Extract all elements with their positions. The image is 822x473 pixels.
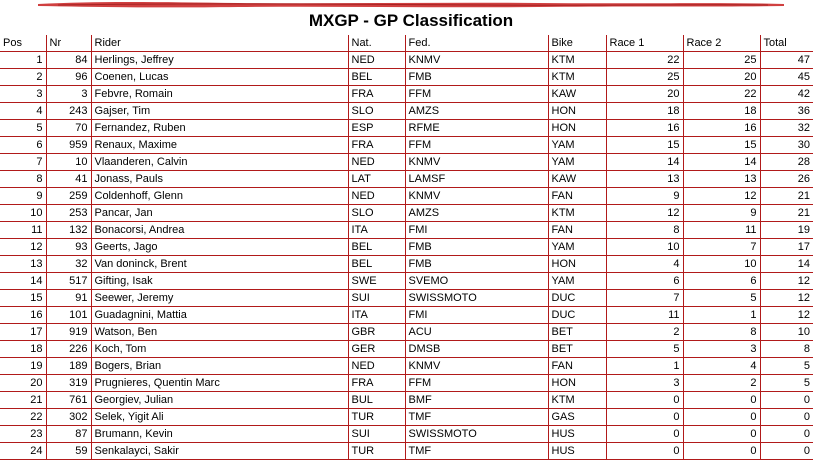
cell-total: 45 xyxy=(760,69,813,86)
cell-race1: 25 xyxy=(606,69,683,86)
cell-race1: 10 xyxy=(606,239,683,256)
cell-rider: Renaux, Maxime xyxy=(91,137,348,154)
table-row xyxy=(0,69,813,86)
cell-nat: TUR xyxy=(348,409,405,426)
cell-total: 19 xyxy=(760,222,813,239)
cell-race2: 11 xyxy=(683,222,760,239)
cell-fed: DMSB xyxy=(405,341,548,358)
cell-total: 5 xyxy=(760,375,813,392)
cell-pos: 4 xyxy=(0,103,46,120)
cell-nr: 93 xyxy=(46,239,91,256)
cell-bike: BET xyxy=(548,341,606,358)
table-row xyxy=(0,222,813,239)
cell-rider: Geerts, Jago xyxy=(91,239,348,256)
cell-nat: ITA xyxy=(348,307,405,324)
cell-pos: 14 xyxy=(0,273,46,290)
table-row xyxy=(0,188,813,205)
table-row xyxy=(0,341,813,358)
cell-fed: TMF xyxy=(405,409,548,426)
cell-nr: 101 xyxy=(46,307,91,324)
cell-pos: 12 xyxy=(0,239,46,256)
cell-nr: 84 xyxy=(46,52,91,69)
cell-fed: KNMV xyxy=(405,358,548,375)
table-row xyxy=(0,375,813,392)
table-body xyxy=(0,52,813,460)
cell-race2: 2 xyxy=(683,375,760,392)
cell-rider: Coldenhoff, Glenn xyxy=(91,188,348,205)
cell-fed: KNMV xyxy=(405,52,548,69)
cell-race1: 6 xyxy=(606,273,683,290)
table-row xyxy=(0,137,813,154)
cell-nr: 3 xyxy=(46,86,91,103)
cell-fed: LAMSF xyxy=(405,171,548,188)
table-row xyxy=(0,120,813,137)
cell-race2: 0 xyxy=(683,426,760,443)
table-row xyxy=(0,239,813,256)
cell-total: 28 xyxy=(760,154,813,171)
cell-nr: 259 xyxy=(46,188,91,205)
cell-total: 36 xyxy=(760,103,813,120)
cell-fed: FMI xyxy=(405,307,548,324)
cell-rider: Jonass, Pauls xyxy=(91,171,348,188)
cell-nr: 226 xyxy=(46,341,91,358)
cell-bike: KAW xyxy=(548,86,606,103)
cell-nr: 302 xyxy=(46,409,91,426)
cell-nat: BEL xyxy=(348,256,405,273)
cell-nat: FRA xyxy=(348,86,405,103)
cell-nat: BEL xyxy=(348,239,405,256)
cell-pos: 7 xyxy=(0,154,46,171)
cell-bike: KAW xyxy=(548,171,606,188)
cell-total: 0 xyxy=(760,409,813,426)
cell-bike: YAM xyxy=(548,273,606,290)
cell-total: 21 xyxy=(760,205,813,222)
table-row xyxy=(0,290,813,307)
cell-bike: HON xyxy=(548,375,606,392)
cell-nr: 517 xyxy=(46,273,91,290)
table-row xyxy=(0,307,813,324)
table-row xyxy=(0,52,813,69)
cell-total: 12 xyxy=(760,273,813,290)
cell-nat: SUI xyxy=(348,426,405,443)
cell-total: 12 xyxy=(760,290,813,307)
cell-pos: 18 xyxy=(0,341,46,358)
cell-rider: Seewer, Jeremy xyxy=(91,290,348,307)
cell-rider: Senkalayci, Sakir xyxy=(91,443,348,460)
cell-race1: 9 xyxy=(606,188,683,205)
cell-rider: Prugnieres, Quentin Marc xyxy=(91,375,348,392)
cell-rider: Fernandez, Ruben xyxy=(91,120,348,137)
cell-race1: 0 xyxy=(606,443,683,460)
cell-bike: DUC xyxy=(548,290,606,307)
cell-total: 21 xyxy=(760,188,813,205)
column-header-total: Total xyxy=(760,35,813,52)
table-row xyxy=(0,154,813,171)
cell-race1: 12 xyxy=(606,205,683,222)
cell-race1: 7 xyxy=(606,290,683,307)
cell-rider: Vlaanderen, Calvin xyxy=(91,154,348,171)
cell-total: 26 xyxy=(760,171,813,188)
cell-pos: 8 xyxy=(0,171,46,188)
cell-race2: 0 xyxy=(683,409,760,426)
cell-total: 0 xyxy=(760,392,813,409)
cell-nr: 959 xyxy=(46,137,91,154)
cell-rider: Georgiev, Julian xyxy=(91,392,348,409)
cell-rider: Herlings, Jeffrey xyxy=(91,52,348,69)
cell-nat: LAT xyxy=(348,171,405,188)
cell-fed: KNMV xyxy=(405,154,548,171)
cell-pos: 19 xyxy=(0,358,46,375)
cell-race1: 20 xyxy=(606,86,683,103)
cell-fed: AMZS xyxy=(405,103,548,120)
cell-total: 12 xyxy=(760,307,813,324)
cell-nat: SWE xyxy=(348,273,405,290)
cell-fed: FMI xyxy=(405,222,548,239)
cell-race1: 18 xyxy=(606,103,683,120)
cell-bike: KTM xyxy=(548,69,606,86)
cell-rider: Watson, Ben xyxy=(91,324,348,341)
table-row xyxy=(0,273,813,290)
cell-bike: FAN xyxy=(548,358,606,375)
cell-race1: 5 xyxy=(606,341,683,358)
cell-nr: 761 xyxy=(46,392,91,409)
cell-rider: Bonacorsi, Andrea xyxy=(91,222,348,239)
cell-race2: 5 xyxy=(683,290,760,307)
cell-pos: 9 xyxy=(0,188,46,205)
cell-bike: KTM xyxy=(548,52,606,69)
cell-race1: 1 xyxy=(606,358,683,375)
cell-race2: 0 xyxy=(683,392,760,409)
cell-fed: SWISSMOTO xyxy=(405,290,548,307)
cell-rider: Guadagnini, Mattia xyxy=(91,307,348,324)
cell-fed: TMF xyxy=(405,443,548,460)
cell-nat: FRA xyxy=(348,137,405,154)
cell-rider: Coenen, Lucas xyxy=(91,69,348,86)
cell-fed: FFM xyxy=(405,375,548,392)
column-header-rider: Rider xyxy=(91,35,348,52)
cell-race2: 22 xyxy=(683,86,760,103)
cell-rider: Van doninck, Brent xyxy=(91,256,348,273)
cell-rider: Gajser, Tim xyxy=(91,103,348,120)
cell-rider: Selek, Yigit Ali xyxy=(91,409,348,426)
cell-pos: 5 xyxy=(0,120,46,137)
cell-nr: 91 xyxy=(46,290,91,307)
cell-bike: FAN xyxy=(548,222,606,239)
cell-pos: 10 xyxy=(0,205,46,222)
cell-nr: 87 xyxy=(46,426,91,443)
cell-race1: 0 xyxy=(606,392,683,409)
cell-fed: RFME xyxy=(405,120,548,137)
cell-pos: 11 xyxy=(0,222,46,239)
cell-nr: 253 xyxy=(46,205,91,222)
cell-nr: 189 xyxy=(46,358,91,375)
cell-race2: 25 xyxy=(683,52,760,69)
cell-bike: DUC xyxy=(548,307,606,324)
cell-nr: 59 xyxy=(46,443,91,460)
cell-pos: 13 xyxy=(0,256,46,273)
table-row xyxy=(0,426,813,443)
cell-total: 10 xyxy=(760,324,813,341)
cell-nr: 96 xyxy=(46,69,91,86)
cell-nat: BUL xyxy=(348,392,405,409)
cell-nat: NED xyxy=(348,52,405,69)
cell-race1: 16 xyxy=(606,120,683,137)
cell-bike: FAN xyxy=(548,188,606,205)
page-title: MXGP - GP Classification xyxy=(308,11,514,30)
cell-rider: Koch, Tom xyxy=(91,341,348,358)
cell-nat: GER xyxy=(348,341,405,358)
cell-bike: YAM xyxy=(548,239,606,256)
table-row xyxy=(0,358,813,375)
classification-table xyxy=(0,35,813,460)
table-row xyxy=(0,409,813,426)
cell-nat: NED xyxy=(348,358,405,375)
table-row xyxy=(0,171,813,188)
cell-pos: 23 xyxy=(0,426,46,443)
cell-nat: GBR xyxy=(348,324,405,341)
cell-bike: KTM xyxy=(548,392,606,409)
cell-total: 42 xyxy=(760,86,813,103)
column-header-nat: Nat. xyxy=(348,35,405,52)
cell-race2: 10 xyxy=(683,256,760,273)
cell-bike: HON xyxy=(548,256,606,273)
cell-nr: 319 xyxy=(46,375,91,392)
cell-pos: 22 xyxy=(0,409,46,426)
cell-fed: FMB xyxy=(405,239,548,256)
cell-nat: TUR xyxy=(348,443,405,460)
cell-race2: 0 xyxy=(683,443,760,460)
cell-pos: 15 xyxy=(0,290,46,307)
cell-bike: YAM xyxy=(548,154,606,171)
cell-bike: HUS xyxy=(548,426,606,443)
cell-pos: 2 xyxy=(0,69,46,86)
cell-pos: 16 xyxy=(0,307,46,324)
column-header-nr: Nr xyxy=(46,35,91,52)
column-header-bike: Bike xyxy=(548,35,606,52)
cell-bike: HON xyxy=(548,103,606,120)
cell-bike: HUS xyxy=(548,443,606,460)
cell-nr: 132 xyxy=(46,222,91,239)
cell-nat: ITA xyxy=(348,222,405,239)
cell-nr: 919 xyxy=(46,324,91,341)
cell-race1: 22 xyxy=(606,52,683,69)
cell-pos: 6 xyxy=(0,137,46,154)
column-header-race2: Race 2 xyxy=(683,35,760,52)
cell-rider: Bogers, Brian xyxy=(91,358,348,375)
cell-total: 0 xyxy=(760,426,813,443)
cell-bike: GAS xyxy=(548,409,606,426)
cell-race2: 18 xyxy=(683,103,760,120)
cell-fed: SVEMO xyxy=(405,273,548,290)
cell-total: 8 xyxy=(760,341,813,358)
cell-race2: 13 xyxy=(683,171,760,188)
cell-race1: 0 xyxy=(606,409,683,426)
cell-pos: 21 xyxy=(0,392,46,409)
table-row xyxy=(0,324,813,341)
cell-pos: 3 xyxy=(0,86,46,103)
cell-race2: 12 xyxy=(683,188,760,205)
cell-fed: FFM xyxy=(405,137,548,154)
cell-race1: 15 xyxy=(606,137,683,154)
cell-race2: 9 xyxy=(683,205,760,222)
table-header-row xyxy=(0,35,813,52)
cell-fed: FMB xyxy=(405,69,548,86)
column-header-race1: Race 1 xyxy=(606,35,683,52)
cell-fed: FFM xyxy=(405,86,548,103)
cell-pos: 1 xyxy=(0,52,46,69)
cell-race1: 14 xyxy=(606,154,683,171)
cell-fed: BMF xyxy=(405,392,548,409)
cell-race2: 4 xyxy=(683,358,760,375)
cell-nat: NED xyxy=(348,154,405,171)
cell-total: 47 xyxy=(760,52,813,69)
cell-fed: FMB xyxy=(405,256,548,273)
cell-race2: 6 xyxy=(683,273,760,290)
cell-total: 32 xyxy=(760,120,813,137)
cell-total: 5 xyxy=(760,358,813,375)
cell-total: 30 xyxy=(760,137,813,154)
table-row xyxy=(0,86,813,103)
cell-rider: Gifting, Isak xyxy=(91,273,348,290)
cell-nr: 10 xyxy=(46,154,91,171)
table-row xyxy=(0,256,813,273)
cell-race1: 0 xyxy=(606,426,683,443)
cell-nat: ESP xyxy=(348,120,405,137)
table-row xyxy=(0,392,813,409)
cell-race2: 3 xyxy=(683,341,760,358)
cell-total: 17 xyxy=(760,239,813,256)
cell-rider: Febvre, Romain xyxy=(91,86,348,103)
cell-pos: 20 xyxy=(0,375,46,392)
cell-race2: 8 xyxy=(683,324,760,341)
cell-nr: 70 xyxy=(46,120,91,137)
cell-bike: KTM xyxy=(548,205,606,222)
cell-race1: 3 xyxy=(606,375,683,392)
cell-race2: 15 xyxy=(683,137,760,154)
cell-bike: BET xyxy=(548,324,606,341)
cell-nat: SLO xyxy=(348,205,405,222)
cell-race2: 14 xyxy=(683,154,760,171)
cell-race1: 4 xyxy=(606,256,683,273)
cell-rider: Brumann, Kevin xyxy=(91,426,348,443)
cell-race2: 7 xyxy=(683,239,760,256)
cell-pos: 17 xyxy=(0,324,46,341)
column-header-fed: Fed. xyxy=(405,35,548,52)
cell-nr: 243 xyxy=(46,103,91,120)
cell-fed: KNMV xyxy=(405,188,548,205)
cell-nat: NED xyxy=(348,188,405,205)
cell-nr: 41 xyxy=(46,171,91,188)
cell-fed: ACU xyxy=(405,324,548,341)
cell-total: 14 xyxy=(760,256,813,273)
brush-stroke-divider xyxy=(38,0,784,9)
cell-race1: 8 xyxy=(606,222,683,239)
cell-nat: FRA xyxy=(348,375,405,392)
cell-nat: SLO xyxy=(348,103,405,120)
cell-fed: SWISSMOTO xyxy=(405,426,548,443)
cell-nr: 32 xyxy=(46,256,91,273)
cell-race2: 16 xyxy=(683,120,760,137)
cell-race1: 13 xyxy=(606,171,683,188)
cell-nat: BEL xyxy=(348,69,405,86)
table-row xyxy=(0,205,813,222)
cell-pos: 24 xyxy=(0,443,46,460)
cell-bike: HON xyxy=(548,120,606,137)
cell-fed: AMZS xyxy=(405,205,548,222)
cell-bike: YAM xyxy=(548,137,606,154)
cell-race1: 11 xyxy=(606,307,683,324)
cell-nat: SUI xyxy=(348,290,405,307)
table-row xyxy=(0,443,813,460)
table-row xyxy=(0,103,813,120)
column-header-pos: Pos xyxy=(0,35,46,52)
cell-total: 0 xyxy=(760,443,813,460)
cell-race2: 20 xyxy=(683,69,760,86)
cell-race2: 1 xyxy=(683,307,760,324)
cell-rider: Pancar, Jan xyxy=(91,205,348,222)
cell-race1: 2 xyxy=(606,324,683,341)
